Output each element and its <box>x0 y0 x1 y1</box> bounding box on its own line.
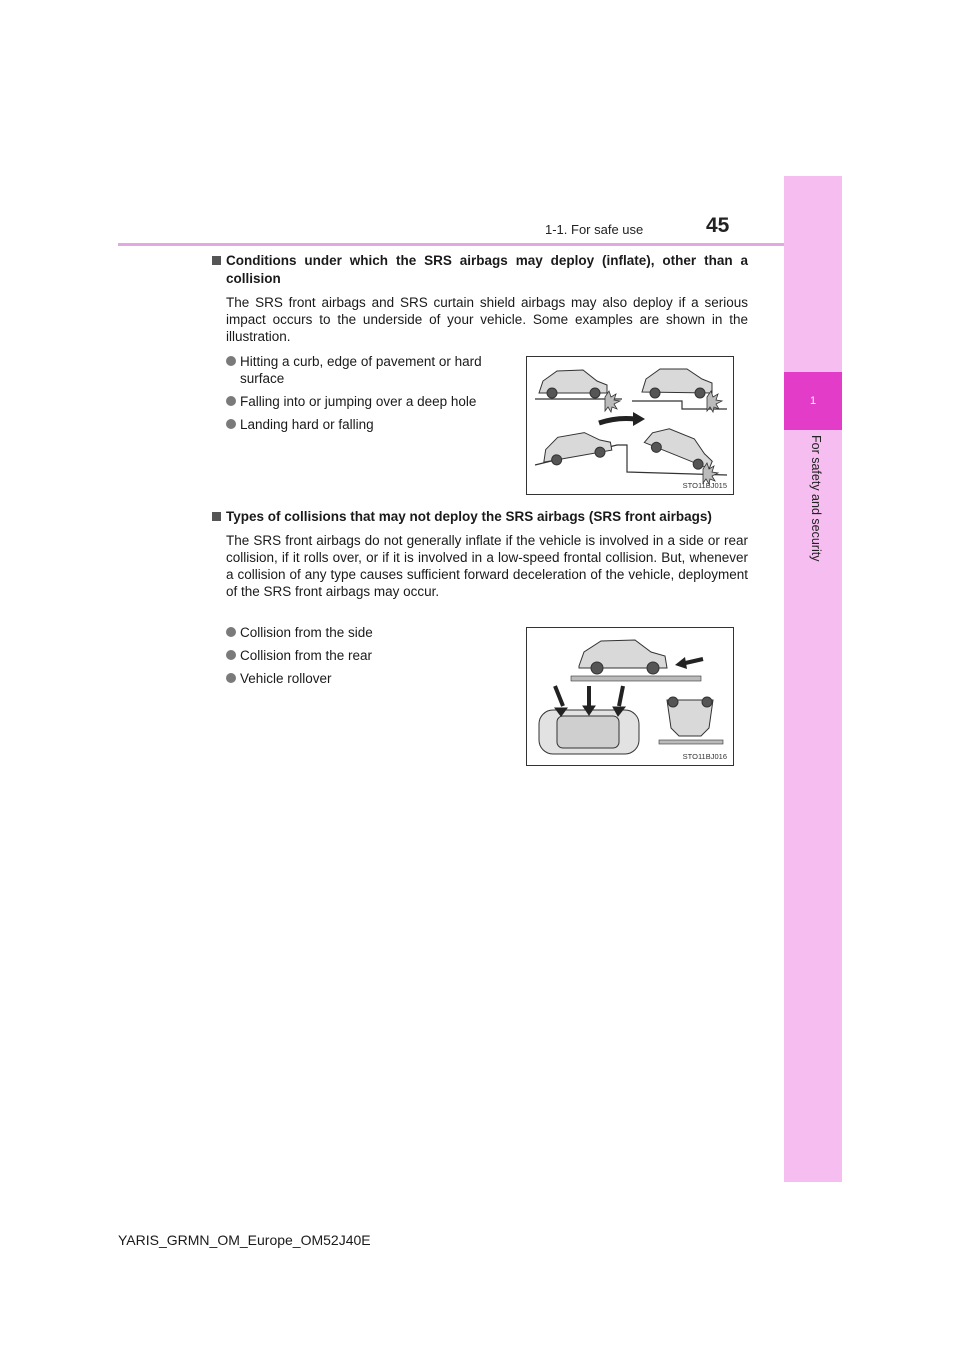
list-item: Collision from the rear <box>226 647 516 664</box>
bullet-list-deploy <box>226 353 516 439</box>
section-heading-text: Conditions under which the SRS airbags may deploy (inflate), other than a collision <box>226 253 748 286</box>
section-body: The SRS front airbags and SRS curtain shield airbags may also deploy if a serious impact occurs to the underside of your vehicle. Some examples are shown in the illustration. <box>226 295 748 344</box>
header-section-title: 1-1. For safe use <box>545 222 644 237</box>
section-heading <box>212 252 748 288</box>
section-heading-text: Types of collisions that may not deploy the SRS airbags (SRS front airbags) <box>226 509 712 524</box>
chapter-label: For safety and security <box>809 435 823 562</box>
section-deploy-conditions <box>212 252 748 345</box>
bullet-dot-icon <box>226 396 236 406</box>
bullet-list-no-deploy <box>226 624 516 693</box>
car-collision-types-icon <box>527 628 733 765</box>
square-bullet-icon <box>212 512 221 521</box>
bullet-dot-icon <box>226 356 236 366</box>
chapter-number: 1 <box>784 372 842 430</box>
car-underbody-impact-icon <box>527 357 733 494</box>
bullet-dot-icon <box>226 627 236 637</box>
section-body: The SRS front airbags do not generally inflate if the vehicle is involved in a side or rear collision, if it rolls over, or if it is involved in a low-speed frontal collision. But, whenever a collision of any type causes sufficient forward deceleration of the vehicle, deployment of the SRS front airbags may occur. <box>226 533 748 599</box>
section-no-deploy-collisions <box>212 508 748 600</box>
figure-code: STO11BJ016 <box>682 752 727 761</box>
bullet-dot-icon <box>226 650 236 660</box>
illustration-underbody-impacts <box>526 356 734 495</box>
list-item: Collision from the side <box>226 624 516 641</box>
illustration-collision-types <box>526 627 734 766</box>
figure-code: STO11BJ015 <box>682 481 727 490</box>
header-divider <box>118 243 784 246</box>
bullet-dot-icon <box>226 673 236 683</box>
list-item: Hitting a curb, edge of pavement or hard surface <box>226 353 516 387</box>
square-bullet-icon <box>212 256 221 265</box>
page-number: 45 <box>706 214 730 237</box>
bullet-dot-icon <box>226 419 236 429</box>
section-heading <box>212 508 748 526</box>
chapter-side-tab <box>784 176 842 1182</box>
document-id: YARIS_GRMN_OM_Europe_OM52J40E <box>118 1232 371 1248</box>
list-item: Vehicle rollover <box>226 670 516 687</box>
list-item: Landing hard or falling <box>226 416 516 433</box>
list-item: Falling into or jumping over a deep hole <box>226 393 516 410</box>
